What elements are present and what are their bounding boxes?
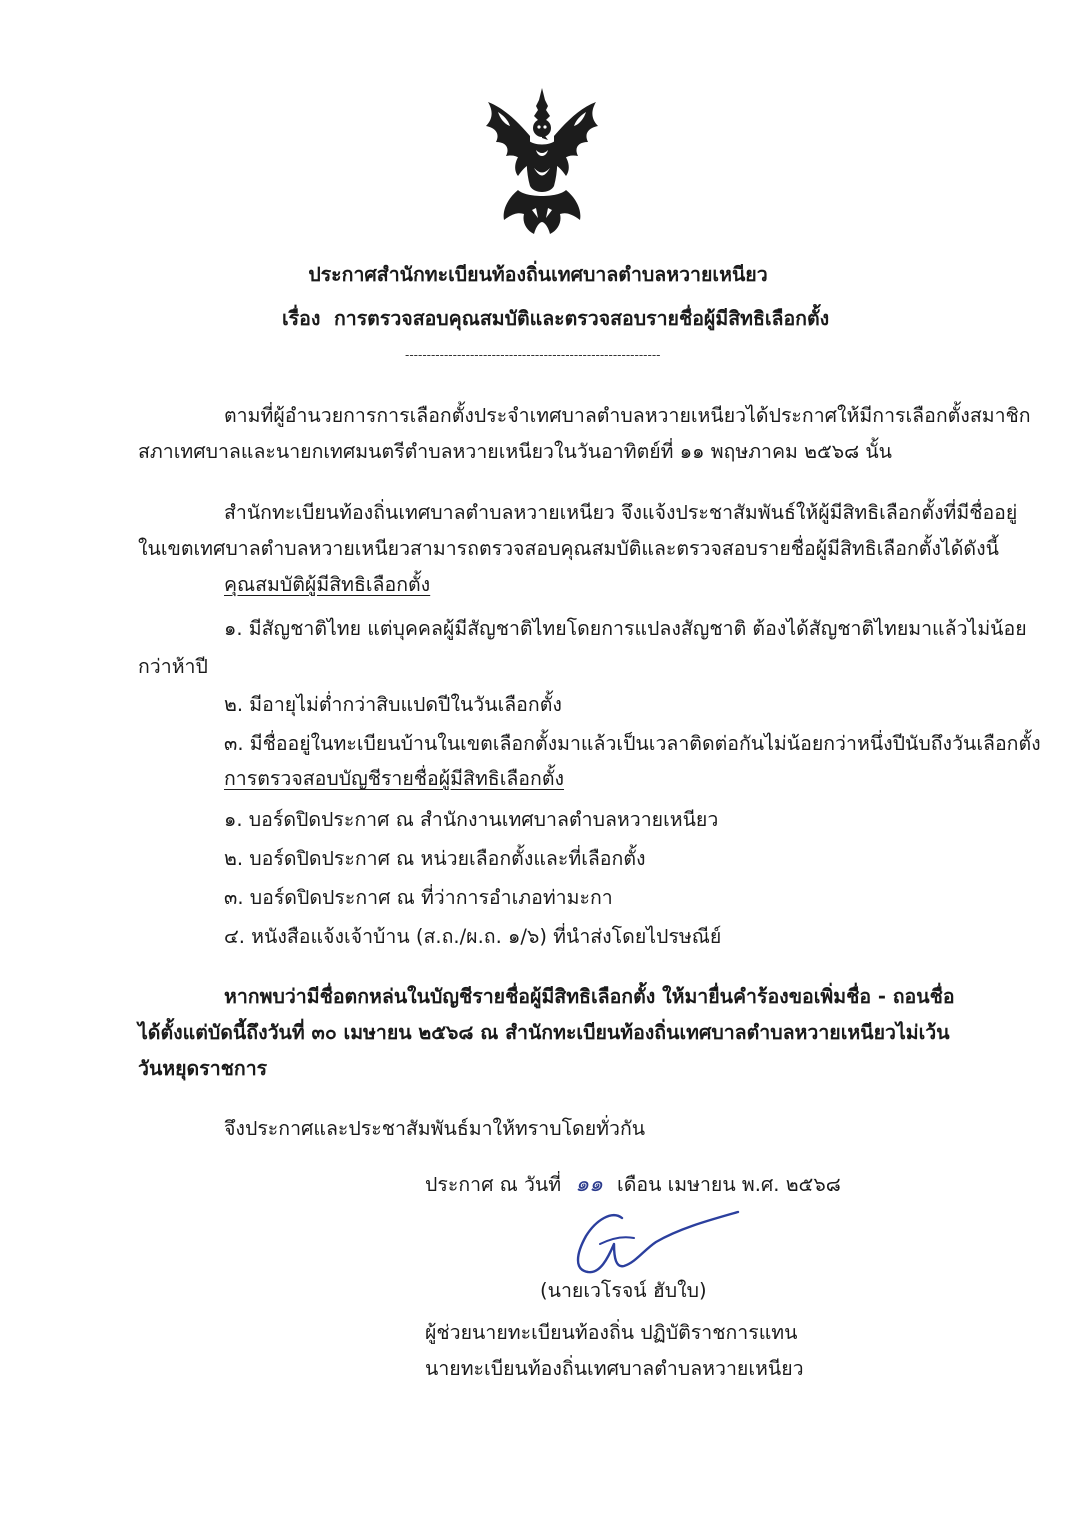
garuda-emblem-icon	[478, 86, 606, 244]
closing-text: จึงประกาศและประชาสัมพันธ์มาให้ทราบโดยทั่วกัน	[224, 1117, 646, 1140]
subject-text: การตรวจสอบคุณสมบัติและตรวจสอบรายชื่อผู้มีสิทธิเลือกตั้ง	[333, 307, 830, 330]
dateline	[425, 1172, 841, 1198]
signer-position-1: ผู้ช่วยนายทะเบียนท้องถิ่น ปฏิบัติราชการแทน	[425, 1321, 798, 1344]
header-divider: -----------------------------------------------------------	[405, 348, 661, 362]
dateline-day: ๑๑	[575, 1172, 604, 1197]
dateline-prefix: ประกาศ ณ วันที่	[425, 1173, 562, 1196]
para1-line1: ตามที่ผู้อำนวยการการเลือกตั้งประจำเทศบาลตำบลหวายเหนียวได้ประกาศให้มีการเลือกตั้งสมาชิก	[224, 404, 1031, 427]
qualification-item-3: ๓. มีชื่ออยู่ในทะเบียนบ้านในเขตเลือกตั้งมาแล้วเป็นเวลาติดต่อกันไม่น้อยกว่าหนึ่งปีนับถึงวันเลือกตั้ง	[224, 732, 1041, 755]
checking-heading: การตรวจสอบบัญชีรายชื่อผู้มีสิทธิเลือกตั้ง	[224, 767, 565, 790]
notice-line1: หากพบว่ามีชื่อตกหล่นในบัญชีรายชื่อผู้มีสิทธิเลือกตั้ง ให้มายื่นคำร้องขอเพิ่มชื่อ - ถอนชื่อ	[224, 985, 955, 1008]
para2-line2: ในเขตเทศบาลตำบลหวายเหนียวสามารถตรวจสอบคุณสมบัติและตรวจสอบรายชื่อผู้มีสิทธิเลือกตั้งได้ดังนี้	[138, 537, 999, 560]
para1-line2: สภาเทศบาลและนายกเทศมนตรีตำบลหวายเหนียวในวันอาทิตย์ที่ ๑๑ พฤษภาคม ๒๕๖๘ นั้น	[138, 440, 892, 463]
signature-icon	[560, 1202, 750, 1282]
dateline-suffix: เดือน เมษายน พ.ศ. ๒๕๖๘	[617, 1173, 841, 1196]
signer-position-2: นายทะเบียนท้องถิ่นเทศบาลตำบลหวายเหนียว	[425, 1357, 804, 1380]
notice-line2: ได้ตั้งแต่บัดนี้ถึงวันที่ ๓๐ เมษายน ๒๕๖๘ ณ สำนักทะเบียนท้องถิ่นเทศบาลตำบลหวายเหนียวไม่เว้น	[138, 1021, 950, 1044]
checking-item-4: ๔. หนังสือแจ้งเจ้าบ้าน (ส.ถ./ผ.ถ. ๑/๖) ที่นำส่งโดยไปรษณีย์	[224, 925, 722, 948]
checking-item-2: ๒. บอร์ดปิดประกาศ ณ หน่วยเลือกตั้งและที่เลือกตั้ง	[224, 847, 646, 870]
subject-label: เรื่อง	[282, 307, 321, 330]
announcement-title: ประกาศสำนักทะเบียนท้องถิ่นเทศบาลตำบลหวายเหนียว	[308, 263, 768, 286]
notice-line3: วันหยุดราชการ	[138, 1057, 268, 1080]
subject-line	[282, 306, 829, 332]
qualifications-heading: คุณสมบัติผู้มีสิทธิเลือกตั้ง	[224, 573, 431, 596]
qualification-item-1-cont: กว่าห้าปี	[138, 655, 208, 678]
qualification-item-2: ๒. มีอายุไม่ต่ำกว่าสิบแปดปีในวันเลือกตั้ง	[224, 693, 562, 716]
qualification-item-1: ๑. มีสัญชาติไทย แต่บุคคลผู้มีสัญชาติไทยโดยการแปลงสัญชาติ ต้องได้สัญชาติไทยมาแล้วไม่น้อย	[224, 617, 1027, 640]
checking-item-1: ๑. บอร์ดปิดประกาศ ณ สำนักงานเทศบาลตำบลหวายเหนียว	[224, 808, 719, 831]
signer-name: (นายเวโรจน์ ฮับใบ)	[540, 1279, 707, 1302]
checking-item-3: ๓. บอร์ดปิดประกาศ ณ ที่ว่าการอำเภอท่ามะกา	[224, 886, 613, 909]
para2-line1: สำนักทะเบียนท้องถิ่นเทศบาลตำบลหวายเหนียว จึงแจ้งประชาสัมพันธ์ให้ผู้มีสิทธิเลือกตั้งที่มีชื่ออยู่	[224, 501, 1018, 524]
